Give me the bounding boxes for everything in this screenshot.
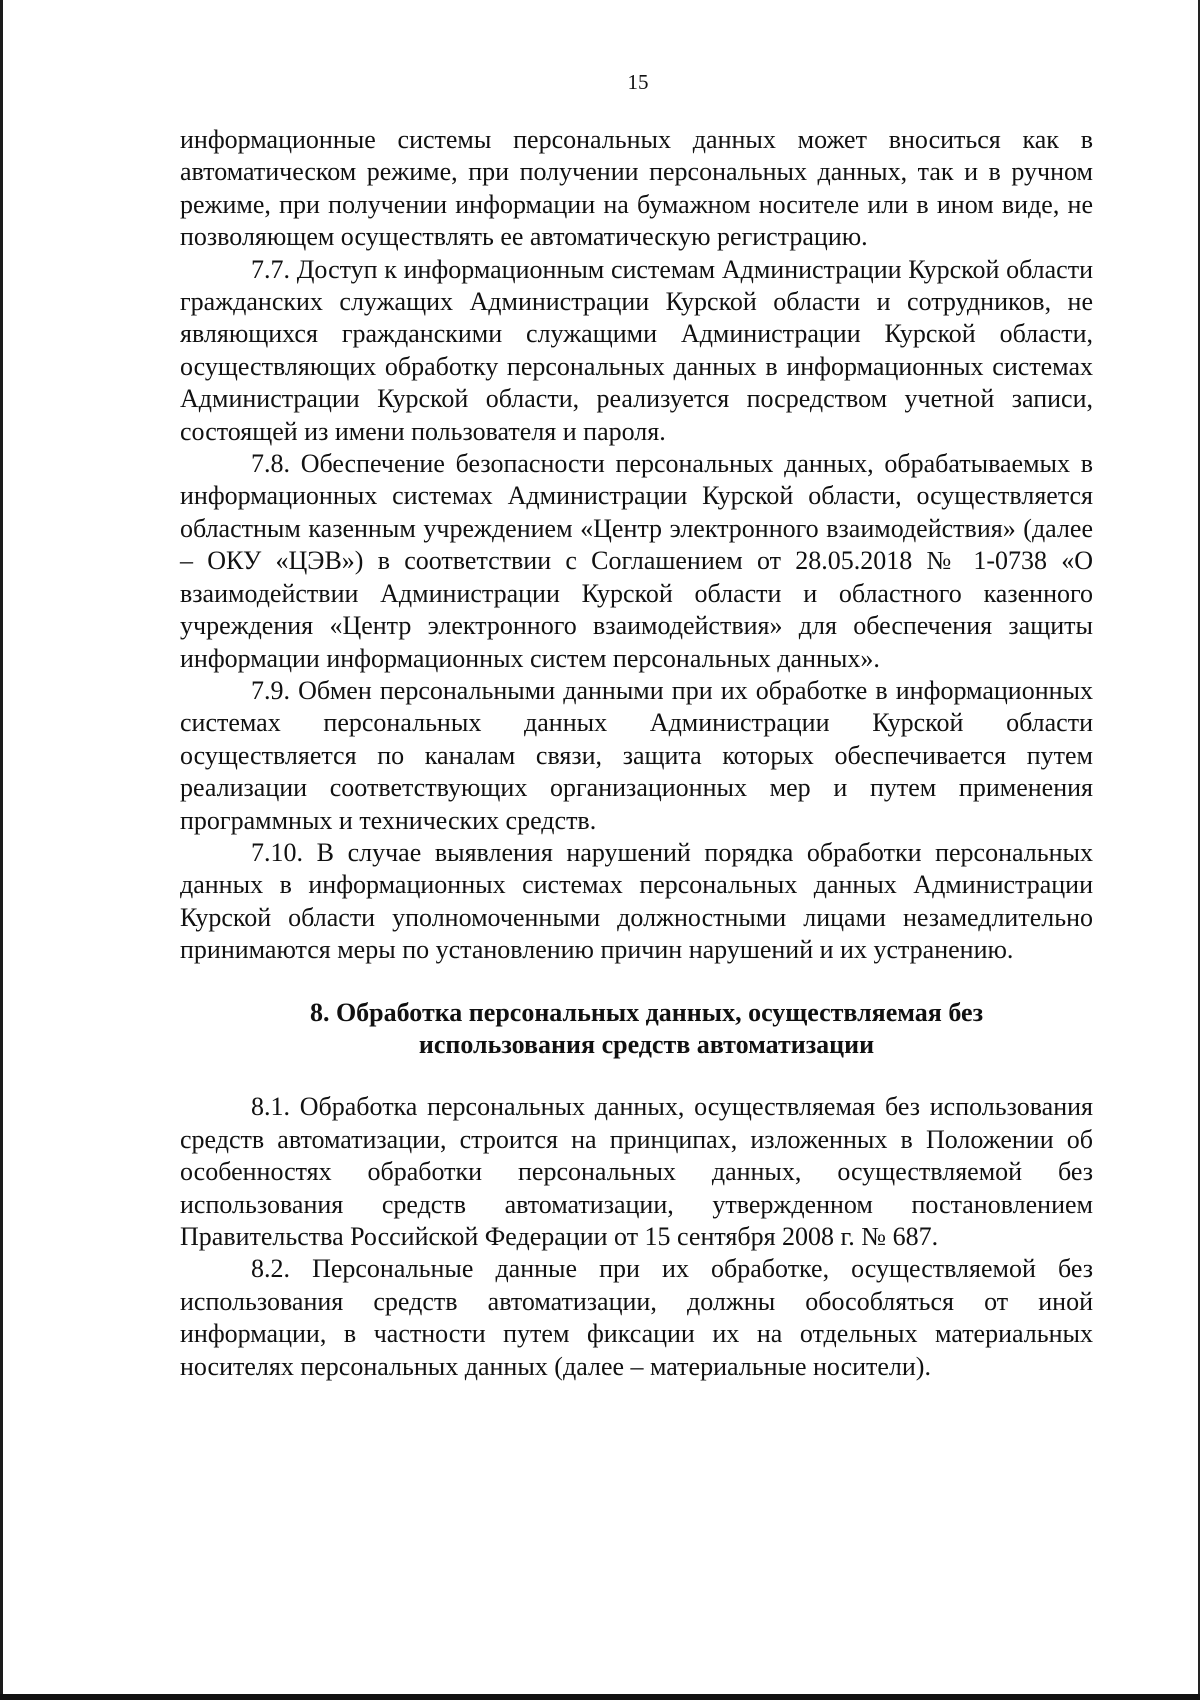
paragraph-7-9: 7.9. Обмен персональными данными при их обработке в информационных системах персональных данных Администрации Курской области осуществляется по каналам связи, защита которых обеспечивается путем реализации соответствующих организационных мер и путем применения программных и технических средств. bbox=[180, 675, 1093, 835]
paragraph-8-2: 8.2. Персональные данные при их обработке, осуществляемой без использования средств автоматизации, должны обособляться от иной информации, в частности путем фиксации их на отдельных материальных носителях персональных данных (далее – материальные носители). bbox=[180, 1254, 1093, 1381]
paragraph-7-10: 7.10. В случае выявления нарушений порядка обработки персональных данных в информационных системах персональных данных Администрации Курской области уполномоченными должностными лицами незамедлительно принимаются меры по установлению причин нарушений и их устранению. bbox=[180, 837, 1093, 965]
section-heading-line-2: использования средств автоматизации bbox=[418, 1029, 875, 1059]
section-heading-line-1: 8. Обработка персональных данных, осуществляемая без bbox=[309, 997, 984, 1027]
document-body bbox=[180, 124, 1093, 1383]
scan-edge-bottom bbox=[0, 1694, 1200, 1700]
page-number: 15 bbox=[627, 70, 649, 94]
paragraph-8-1: 8.1. Обработка персональных данных, осуществляемая без использования средств автоматизации, строится на принципах, изложенных в Положении об особенностях обработки персональных данных, осуществляемой без использования средств автоматизации, утвержденном постановлением Правительства Российской Федерации от 15 сентября 2008 г. № 687. bbox=[180, 1092, 1093, 1251]
paragraph-7-7: 7.7. Доступ к информационным системам Администрации Курской области гражданских служащих Администрации Курской области и сотрудников, не являющихся гражданскими служащими Администрации Курской области, осуществляющих обработку персональных данных в информационных системах Администрации Курской области, реализуется посредством учетной записи, состоящей из имени пользователя и пароля. bbox=[180, 254, 1093, 446]
paragraph-continuation: информационные системы персональных данных может вноситься как в автоматическом режиме, при получении персональных данных, так и в ручном режиме, при получении информации на бумажном носителе или в ином виде, не позволяющем осуществлять ее автоматическую регистрацию. bbox=[180, 125, 1093, 252]
scan-edge-left bbox=[0, 0, 3, 1700]
paragraph-7-8: 7.8. Обеспечение безопасности персональных данных, обрабатываемых в информационных системах Администрации Курской области, осуществляется областным казенным учреждением «Центр электронного взаимодействия» (далее – ОКУ «ЦЭВ») в соответствии с Соглашением от 28.05.2018 № 1-0738 «О взаимодействии Администрации Курской области и областного казенного учреждения «Центр электронного взаимодействия» для обеспечения защиты информации информационных систем персональных данных». bbox=[180, 449, 1093, 673]
section-heading-8 bbox=[180, 997, 1093, 1062]
